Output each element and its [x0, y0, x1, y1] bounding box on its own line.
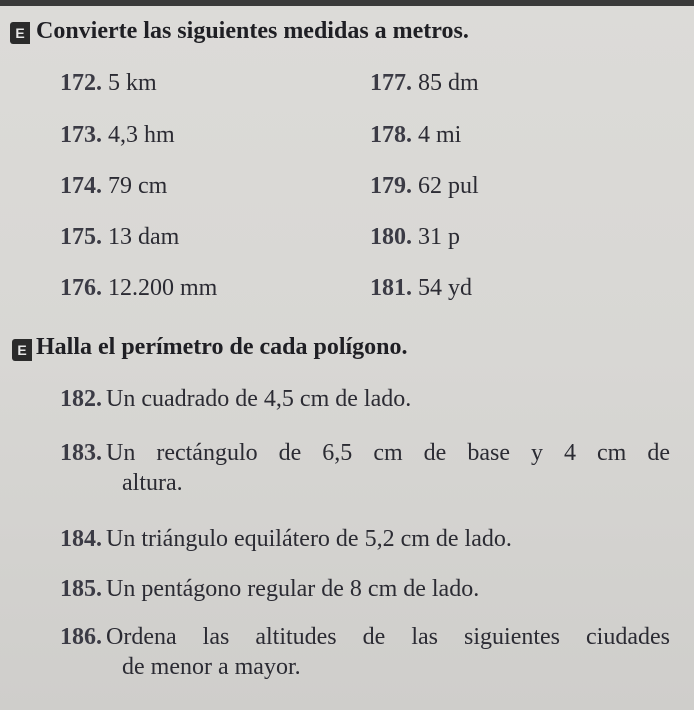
exercise-183	[60, 436, 670, 500]
exercise-number: 178.	[370, 122, 412, 148]
exercise-177	[370, 70, 479, 97]
exercise-value: 13 dam	[108, 224, 180, 250]
exercise-value: 31 p	[418, 224, 460, 250]
exercise-value: 79 cm	[108, 173, 168, 199]
exercise-number: 181.	[370, 275, 412, 301]
exercise-178	[370, 122, 461, 149]
exercise-174	[60, 173, 167, 200]
exercise-185	[60, 572, 670, 606]
exercise-text-line1: Ordena las altitudes de las siguientes ciudades	[106, 624, 670, 650]
exercise-179	[370, 173, 479, 200]
exercise-value: 85 dm	[418, 70, 479, 96]
exercise-number: 177.	[370, 70, 412, 96]
exercise-186	[60, 620, 670, 684]
exercise-number: 186.	[60, 624, 102, 650]
exercise-value: 54 yd	[418, 275, 472, 301]
exercise-182	[60, 382, 670, 416]
exercise-number: 183.	[60, 440, 102, 466]
exercise-number: 184.	[60, 526, 102, 552]
section-badge-perimeter: E	[12, 339, 32, 361]
exercise-number: 173.	[60, 122, 102, 148]
section-title-conversions: Convierte las siguientes medidas a metros.	[36, 18, 469, 44]
exercise-number: 174.	[60, 173, 102, 199]
exercise-number: 179.	[370, 173, 412, 199]
exercise-text-line2: altura.	[122, 470, 183, 496]
exercise-text: Un cuadrado de 4,5 cm de lado.	[106, 386, 412, 412]
exercise-value: 4 mi	[418, 122, 462, 148]
exercise-180	[370, 224, 460, 251]
exercise-line	[60, 620, 670, 654]
exercise-number: 175.	[60, 224, 102, 250]
exercise-172	[60, 70, 157, 97]
exercise-number: 180.	[370, 224, 412, 250]
exercise-value: 12.200 mm	[108, 275, 218, 301]
exercise-line	[60, 436, 670, 470]
exercise-number: 172.	[60, 70, 102, 96]
exercise-173	[60, 122, 175, 149]
exercise-184	[60, 522, 670, 556]
exercise-text: Un pentágono regular de 8 cm de lado.	[106, 576, 480, 602]
exercise-175	[60, 224, 179, 251]
page-top-edge	[0, 0, 694, 6]
exercise-text-line1: Un rectángulo de 6,5 cm de base y 4 cm de	[106, 440, 670, 466]
exercise-181	[370, 275, 472, 302]
exercise-value: 4,3 hm	[108, 122, 175, 148]
section-title-perimeter: Halla el perímetro de cada polígono.	[36, 334, 408, 360]
exercise-number: 182.	[60, 386, 102, 412]
exercise-number: 185.	[60, 576, 102, 602]
exercise-text-line2: de menor a mayor.	[122, 654, 301, 680]
exercise-number: 176.	[60, 275, 102, 301]
exercise-text: Un triángulo equilátero de 5,2 cm de lado.	[106, 526, 512, 552]
section-badge-conversions: E	[10, 22, 30, 44]
exercise-value: 62 pul	[418, 173, 479, 199]
exercise-176	[60, 275, 217, 302]
exercise-value: 5 km	[108, 70, 157, 96]
